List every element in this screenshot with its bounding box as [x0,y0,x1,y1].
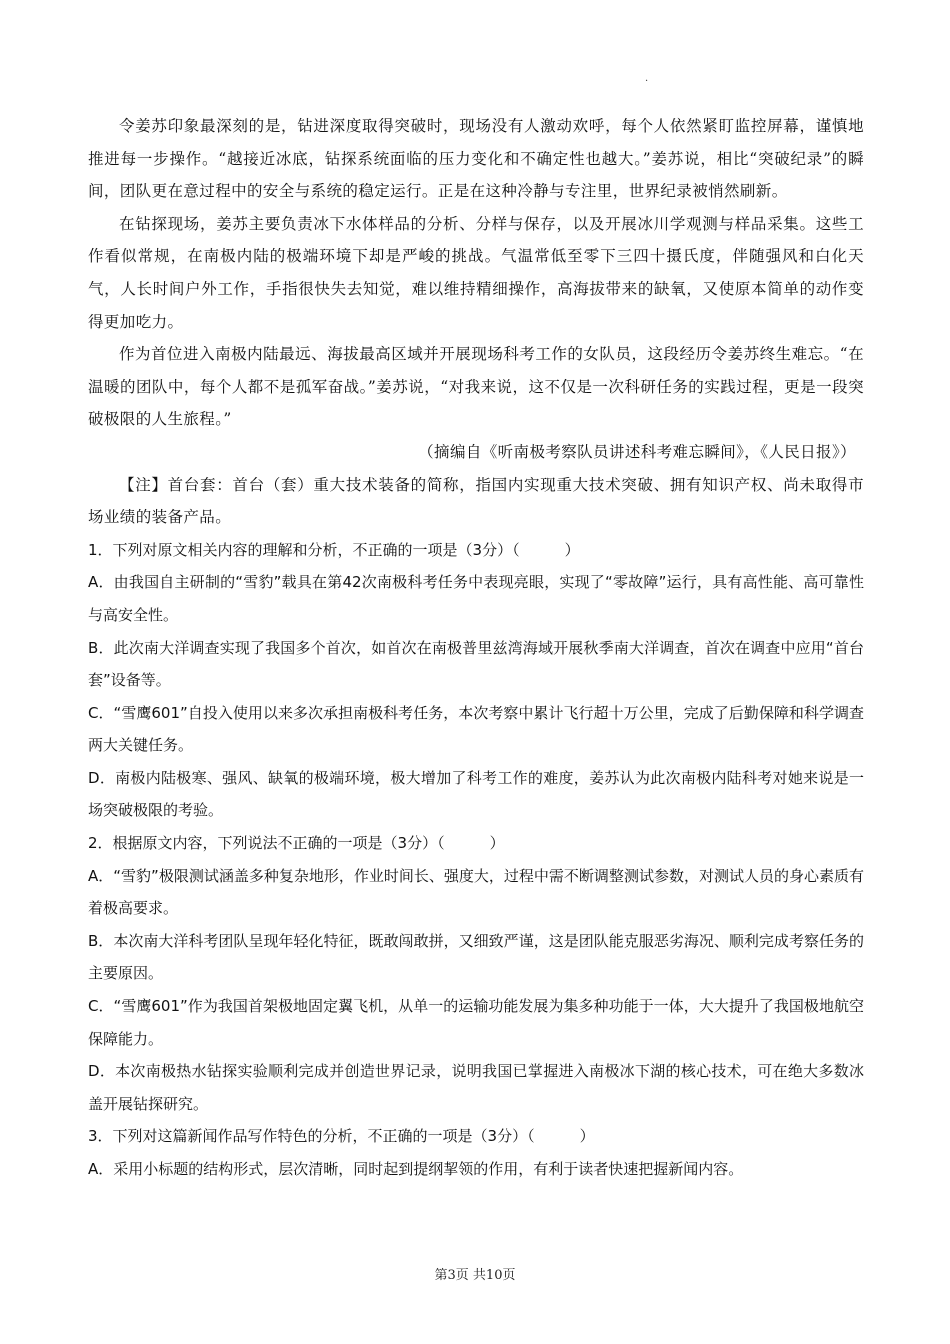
page-content [88,110,864,1186]
question-option: A．由我国自主研制的“雪豹”载具在第42次南极科考任务中表现亮眼，实现了“零故障”运行，具有高性能、高可靠性与高安全性。 [88,573,864,624]
question-option: C．“雪鹰601”自投入使用以来多次承担南极科考任务，本次考察中累计飞行超十万公里，完成了后勤保障和科学调查两大关键任务。 [88,703,864,755]
question-option: B．此次南大洋调查实现了我国多个首次，如首次在南极普里兹湾海域开展秋季南大洋调查，首次在调查中应用“首台套”设备等。 [88,638,864,690]
footnote: 【注】首台套：首台（套）重大技术装备的简称，指国内实现重大技术突破、拥有知识产权、尚未取得市场业绩的装备产品。 [88,475,864,527]
question-option: A．“雪豹”极限测试涵盖多种复杂地形，作业时间长、强度大，过程中需不断调整测试参数，对测试人员的身心素质有着极高要求。 [88,866,864,918]
passage-source: （摘编自《听南极考察队员讲述科考难忘瞬间》，《人民日报》） [418,442,856,461]
page-number: 第3页 共10页 [434,1268,516,1283]
passage-paragraph: 作为首位进入南极内陆最远、海拔最高区域并开展现场科考工作的女队员，这段经历令姜苏终生难忘。“在温暖的团队中，每个人都不是孤军奋战。”姜苏说，“对我来说，这不仅是一次科研任务的实践过程，更是一段突破极限的人生旅程。” [88,345,864,429]
question-stem: 1．下列对原文相关内容的理解和分析，不正确的一项是（3分）（ ） [88,540,580,559]
passage-paragraph: 令姜苏印象最深刻的是，钻进深度取得突破时，现场没有人激动欢呼，每个人依然紧盯监控屏幕，谨慎地推进每一步操作。“越接近冰底，钻探系统面临的压力变化和不确定性也越大。”姜苏说，相比“突破纪录”的瞬间，团队更在意过程中的安全与系统的稳定运行。正是在这种冷静与专注里，世界纪录被悄然刷新。 [88,117,864,201]
question-option: D．南极内陆极寒、强风、缺氧的极端环境，极大增加了科考工作的难度，姜苏认为此次南极内陆科考对她来说是一场突破极限的考验。 [88,768,864,820]
question-stem: 3．下列对这篇新闻作品写作特色的分析，不正确的一项是（3分）（ ） [88,1127,595,1146]
question-option: C．“雪鹰601”作为我国首架极地固定翼飞机，从单一的运输功能发展为集多种功能于一体，大大提升了我国极地航空保障能力。 [88,997,864,1048]
passage-paragraph: 在钻探现场，姜苏主要负责冰下水体样品的分析、分样与保存，以及开展冰川学观测与样品采集。这些工作看似常规，在南极内陆的极端环境下却是严峻的挑战。气温常低至零下三四十摄氏度，伴随强风和白化天气，人长时间户外工作，手指很快失去知觉，难以维持精细操作，高海拔带来的缺氧，又使原本简单的动作变得更加吃力。 [88,214,864,331]
question-option: D．本次南极热水钻探实验顺利完成并创造世界记录，说明我国已掌握进入南极冰下湖的核心技术，可在绝大多数冰盖开展钻探研究。 [88,1062,864,1113]
question-option: B．本次南大洋科考团队呈现年轻化特征，既敢闯敢拼，又细致严谨，这是团队能克服恶劣海况、顺利完成考察任务的主要原因。 [88,931,864,983]
page-mark: · [645,76,649,87]
question-option: A．采用小标题的结构形式，层次清晰，同时起到提纲挈领的作用，有利于读者快速把握新闻内容。 [88,1160,744,1178]
question-stem: 2．根据原文内容，下列说法不正确的一项是（3分）（ ） [88,834,505,853]
